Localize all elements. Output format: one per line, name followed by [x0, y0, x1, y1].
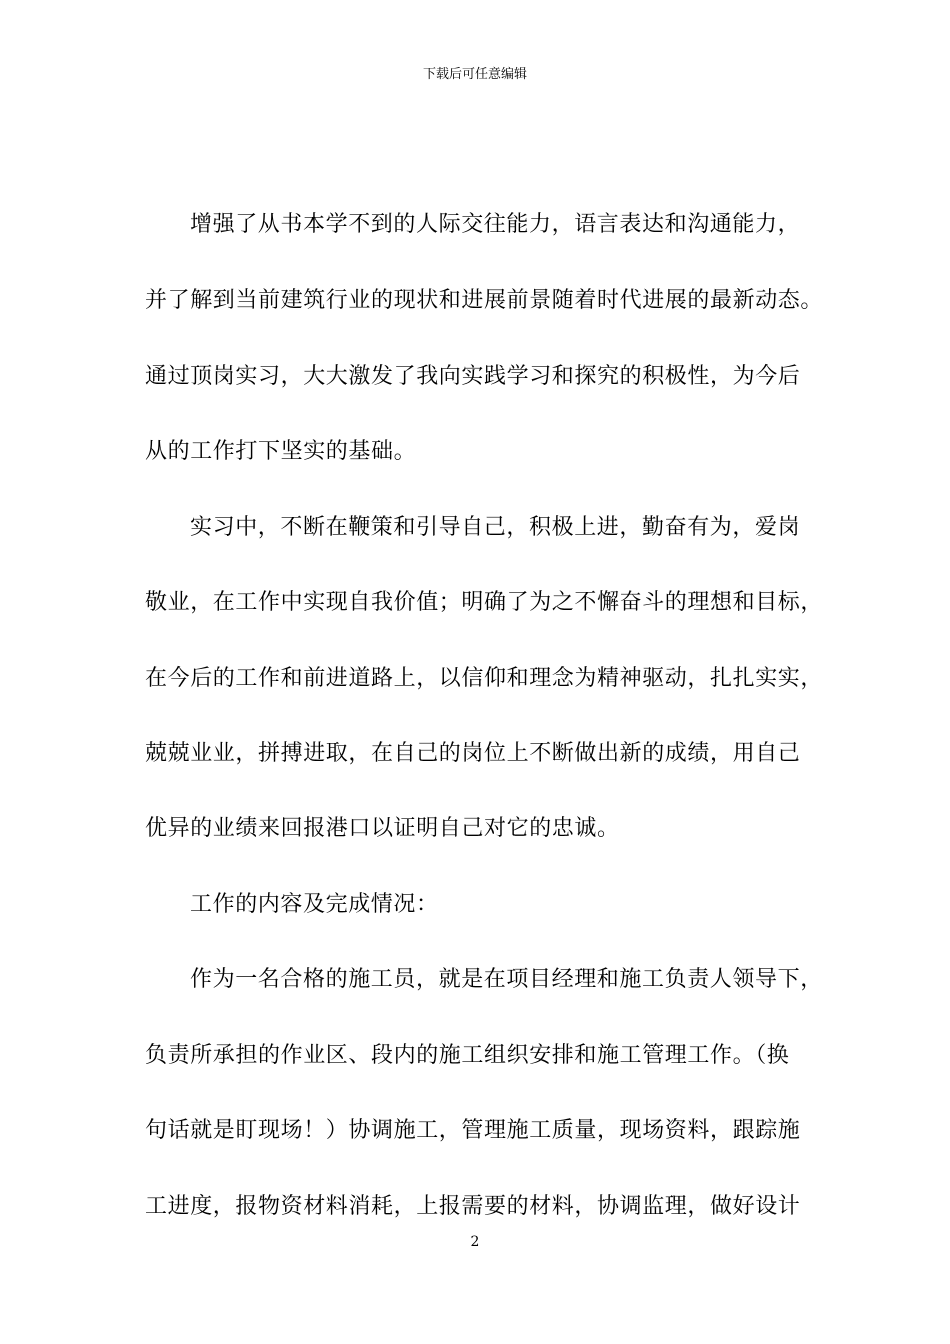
- paragraph-line: 工进度，报物资材料消耗，上报需要的材料，协调监理，做好设计: [145, 1194, 801, 1219]
- paragraph-line: 句话就是盯现场！）协调施工，管理施工质量，现场资料，跟踪施: [145, 1118, 801, 1143]
- page-number: 2: [470, 1234, 480, 1250]
- paragraph-line: 在今后的工作和前进道路上，以信仰和理念为精神驱动，扎扎实实，: [145, 666, 824, 691]
- paragraph-line: 敬业，在工作中实现自我价值；明确了为之不懈奋斗的理想和目标，: [145, 590, 824, 615]
- paragraph-line: 优异的业绩来回报港口以证明自己对它的忠诚。: [145, 816, 620, 841]
- paragraph-line: 兢兢业业，拼搏进取，在自己的岗位上不断做出新的成绩，用自己: [145, 741, 801, 766]
- paragraph-line: 通过顶岗实习，大大激发了我向实践学习和探究的积极性，为今后: [145, 364, 801, 389]
- paragraph-line: 增强了从书本学不到的人际交往能力，语言表达和沟通能力，: [190, 212, 801, 237]
- paragraph-line: 并了解到当前建筑行业的现状和进展前景随着时代进展的最新动态。: [145, 288, 824, 313]
- paragraph-line: 实习中，不断在鞭策和引导自己，积极上进，勤奋有为，爱岗: [190, 515, 801, 540]
- page-header: 下载后可任意编辑: [422, 67, 527, 82]
- paragraph-line: 从的工作打下坚实的基础。: [145, 439, 417, 464]
- paragraph-line: 作为一名合格的施工员，就是在项目经理和施工负责人领导下，: [190, 967, 823, 992]
- paragraph-line: 负责所承担的作业区、段内的施工组织安排和施工管理工作。（换: [145, 1043, 790, 1068]
- section-heading: 工作的内容及完成情况：: [190, 892, 439, 917]
